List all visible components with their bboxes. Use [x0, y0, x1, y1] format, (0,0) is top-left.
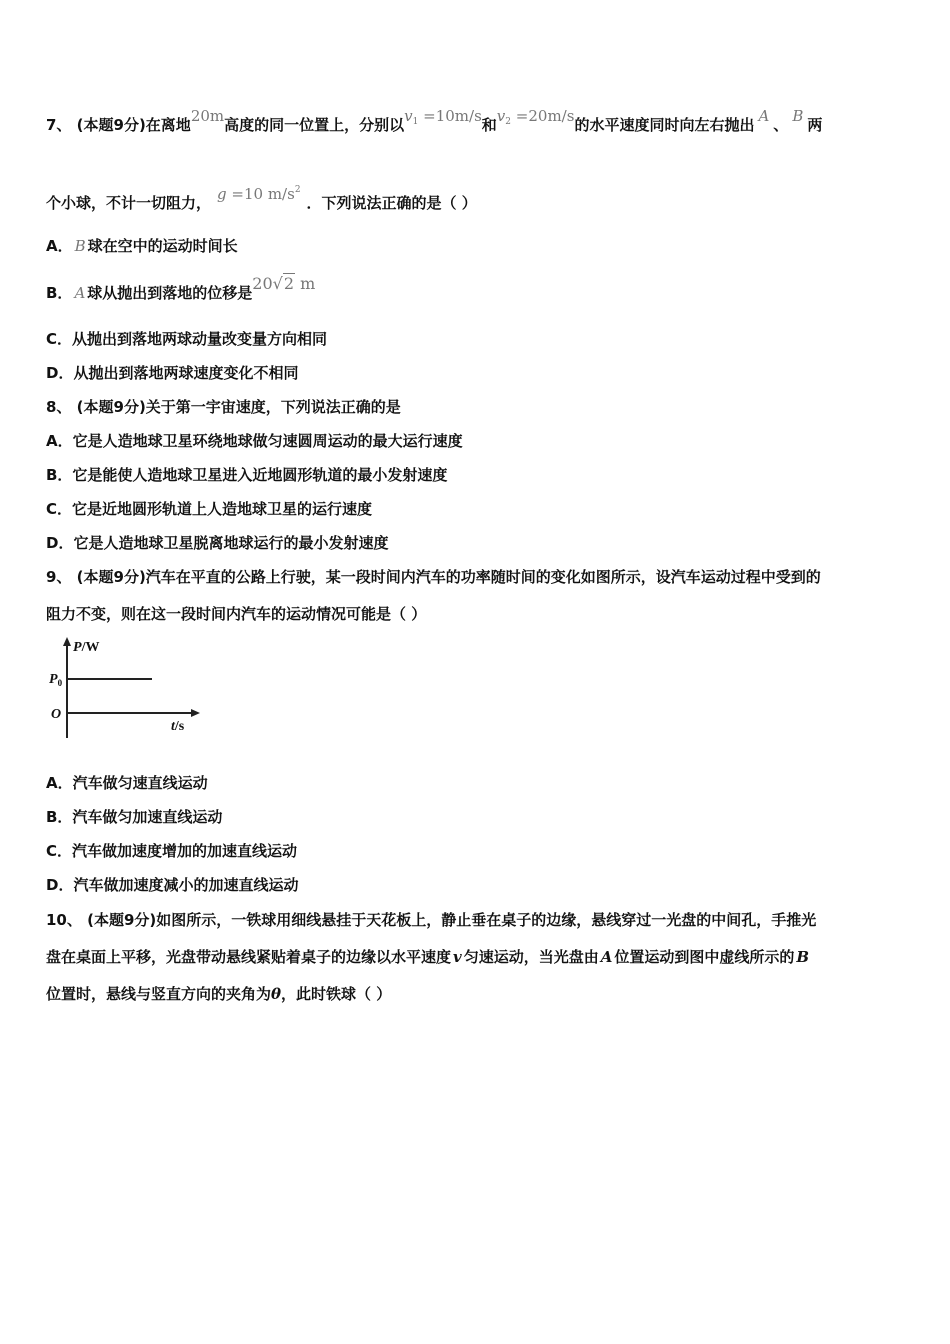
- q9-option-c: C．汽车做加速度增加的加速直线运动: [46, 842, 298, 860]
- q7-separator: 、: [773, 116, 789, 134]
- q7-stem-line2a: 个小球，不计一切阻力，: [46, 194, 212, 212]
- q7-option-b-var-symbol: A: [74, 284, 86, 302]
- q10-line-2b: 匀速运动，当光盘由: [463, 948, 599, 966]
- q10-position-b: B: [796, 948, 810, 966]
- q9-graph-level-symbol: P: [49, 672, 58, 687]
- q10-theta-symbol: θ: [271, 985, 282, 1003]
- q7-stem-part4: 两: [807, 116, 823, 134]
- q10-velocity-symbol: v: [453, 948, 462, 966]
- q10-line-1: 10、 (本题9分)如图所示，一铁球用细线悬挂于天花板上，静止垂在桌子的边缘，悬线穿过一光盘的中间孔，手推光: [46, 911, 817, 929]
- q8-option-b: B．它是能使人造地球卫星进入近地圆形轨道的最小发射速度: [46, 466, 448, 484]
- q7-ball-a: [758, 107, 769, 125]
- q8-option-c: C．它是近地圆形轨道上人造地球卫星的运行速度: [46, 500, 373, 518]
- q7-option-a-var-symbol: B: [74, 237, 86, 255]
- q7-ball-a-symbol: A: [758, 107, 770, 125]
- q7-option-b-unit: m: [300, 274, 316, 293]
- q9-graph-y-label-var: P: [73, 640, 82, 655]
- q8-option-a: A．它是人造地球卫星环绕地球做匀速圆周运动的最大运行速度: [46, 432, 463, 450]
- q7-v1-value: =10m/s: [423, 107, 482, 125]
- q7-option-d: D．从抛出到落地两球速度变化不相同: [46, 364, 299, 382]
- q7-ball-b-symbol: B: [792, 107, 804, 125]
- q7-v2-symbol: v: [496, 107, 506, 125]
- q8-stem: 8、 (本题9分)关于第一宇宙速度，下列说法正确的是: [46, 398, 401, 416]
- q7-gravity-math: [217, 185, 301, 203]
- q7-option-b: [46, 274, 316, 303]
- q7-stem-part1: 7、 (本题9分)在离地: [46, 116, 191, 134]
- q7-gravity-value: =10 m/s: [231, 185, 295, 203]
- q9-graph-y-label-unit: /W: [81, 640, 100, 655]
- q10-line-3b: ，此时铁球（ ）: [281, 985, 392, 1003]
- q9-option-d: D．汽车做加速度减小的加速直线运动: [46, 876, 299, 894]
- q7-v2-subscript: 2: [505, 117, 512, 127]
- q9-stem-line-1: 9、 (本题9分)汽车在平直的公路上行驶，某一段时间内汽车的功率随时间的变化如图所示，设汽车运动过程中受到的: [46, 568, 821, 586]
- q7-height-math: [191, 107, 224, 125]
- q10-line-3a: 位置时，悬线与竖直方向的夹角为: [46, 985, 272, 1003]
- q9-option-b: B．汽车做匀加速直线运动: [46, 808, 223, 826]
- q7-stem-line2b: ．下列说法正确的是（ ）: [306, 194, 477, 212]
- q9-graph-x-label-unit: /s: [174, 719, 185, 734]
- q10-position-a: A: [600, 948, 613, 966]
- q7-ball-b: [792, 107, 803, 125]
- q9-graph-level-label: [49, 672, 63, 688]
- q10-line-2: [46, 947, 811, 967]
- q9-option-a: A．汽车做匀速直线运动: [46, 774, 208, 792]
- q7-option-c: C．从抛出到落地两球动量改变量方向相同: [46, 330, 328, 348]
- q7-option-b-coef: 20: [252, 274, 273, 293]
- q10-line-3: [46, 984, 391, 1004]
- q9-graph-x-arrow: [191, 709, 200, 717]
- q9-graph-x-label-var: t: [171, 719, 175, 734]
- q9-graph-y-label: [73, 640, 99, 655]
- q7-gravity-symbol: g: [217, 185, 227, 203]
- q7-option-b-radicand: 2: [283, 274, 295, 293]
- q10-line-2c: 位置运动到图中虚线所示的: [614, 948, 795, 966]
- q7-gravity-exponent: 2: [294, 185, 301, 195]
- q7-and: 和: [481, 116, 497, 134]
- q7-stem-part3: 的水平速度同时向左右抛出: [574, 116, 755, 134]
- q9-graph-level-subscript: 0: [57, 678, 63, 688]
- q7-option-a: [46, 236, 238, 256]
- q9-graph-origin: O: [51, 707, 62, 722]
- q7-line-1: [46, 107, 823, 141]
- q7-option-b-prefix: B．: [46, 284, 73, 302]
- q7-option-b-text: 球从抛出到落地的位移是: [87, 284, 253, 302]
- q7-stem-part2: 高度的同一位置上，分别以: [224, 116, 405, 134]
- q7-line-2: [46, 185, 477, 213]
- q9-graph-x-label: [171, 719, 185, 734]
- q7-v2-math: [497, 107, 575, 125]
- q10-line-2a: 盘在桌面上平移，光盘带动悬线紧贴着桌子的边缘以水平速度: [46, 948, 452, 966]
- q7-option-b-var: [74, 284, 85, 302]
- q7-v1-symbol: v: [404, 107, 413, 125]
- q7-option-a-prefix: A．: [46, 237, 73, 255]
- q7-option-b-math: 20√2 m: [252, 274, 316, 293]
- q7-height-value: 20m: [190, 107, 225, 125]
- q7-option-a-var: [75, 237, 86, 255]
- q8-option-d: D．它是人造地球卫星脱离地球运行的最小发射速度: [46, 534, 389, 552]
- q9-stem-line-2: 阻力不变，则在这一段时间内汽车的运动情况可能是（ ）: [46, 605, 427, 623]
- q7-v2-value: =20m/s: [515, 107, 575, 125]
- q7-option-a-text: 球在空中的运动时间长: [87, 237, 238, 255]
- q7-v1-subscript: 1: [412, 117, 419, 127]
- q9-power-time-graph: [44, 634, 204, 744]
- q9-graph-y-arrow: [63, 637, 71, 646]
- q7-v1-math: [404, 107, 482, 125]
